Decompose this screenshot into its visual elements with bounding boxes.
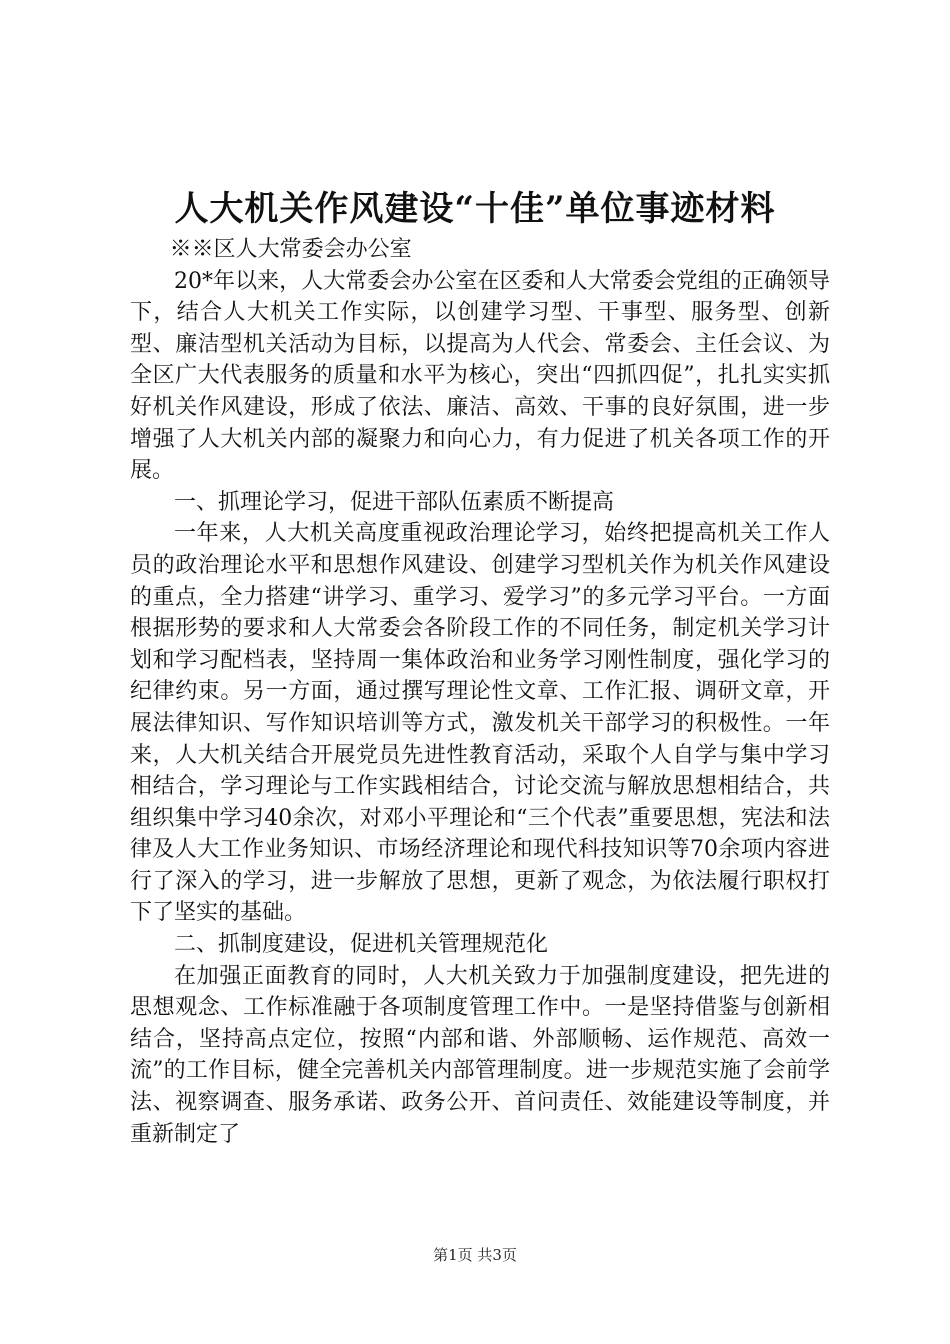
document-body bbox=[130, 234, 830, 1150]
paragraph-section-2: 在加强正面教育的同时，人大机关致力于加强制度建设，把先进的思想观念、工作标准融于各项制度管理工作中。一是坚持借鉴与创新相结合，坚持高点定位，按照“内部和谐、外部顺畅、运作规范、高效一流”的工作目标，健全完善机关内部管理制度。进一步规范实施了会前学法、视察调查、服务承诺、政务公开、首问责任、效能建设等制度，并重新制定了 bbox=[130, 963, 830, 1147]
document-title: 人大机关作风建设“十佳”单位事迹材料 bbox=[174, 189, 776, 229]
section-heading-1: 一、抓理论学习，促进干部队伍素质不断提高 bbox=[174, 489, 615, 515]
section-heading-2: 二、抓制度建设，促进机关管理规范化 bbox=[174, 932, 549, 958]
page-footer: 第1页 共3页 bbox=[433, 1246, 517, 1264]
paragraph-intro: 20*年以来，人大常委会办公室在区委和人大常委会党组的正确领导下，结合人大机关工作实际，以创建学习型、干事型、服务型、创新型、廉洁型机关活动为目标，以提高为人代会、常委会、主任会议、为全区广大代表服务的质量和水平为核心，突出“四抓四促”，扎扎实实抓好机关作风建设，形成了依法、廉洁、高效、干事的良好氛围，进一步增强了人大机关内部的凝聚力和向心力，有力促进了机关各项工作的开展。 bbox=[130, 268, 830, 484]
organization-line: ※※区人大常委会办公室 bbox=[169, 237, 412, 262]
paragraph-section-1: 一年来，人大机关高度重视政治理论学习，始终把提高机关工作人员的政治理论水平和思想作风建设、创建学习型机关作为机关作风建设的重点，全力搭建“讲学习、重学习、爱学习”的多元学习平台。一方面根据形势的要求和人大常委会各阶段工作的不同任务，制定机关学习计划和学习配档表，坚持周一集体政治和业务学习刚性制度，强化学习的纪律约束。另一方面，通过撰写理论性文章、工作汇报、调研文章，开展法律知识、写作知识培训等方式，激发机关干部学习的积极性。一年来，人大机关结合开展党员先进性教育活动，采取个人自学与集中学习相结合，学习理论与工作实践相结合，讨论交流与解放思想相结合，共组织集中学习40余次，对邓小平理论和“三个代表”重要思想，宪法和法律及人大工作业务知识、市场经济理论和现代科技知识等70余项内容进行了深入的学习，进一步解放了思想，更新了观念，为依法履行职权打下了坚实的基础。 bbox=[130, 521, 830, 926]
